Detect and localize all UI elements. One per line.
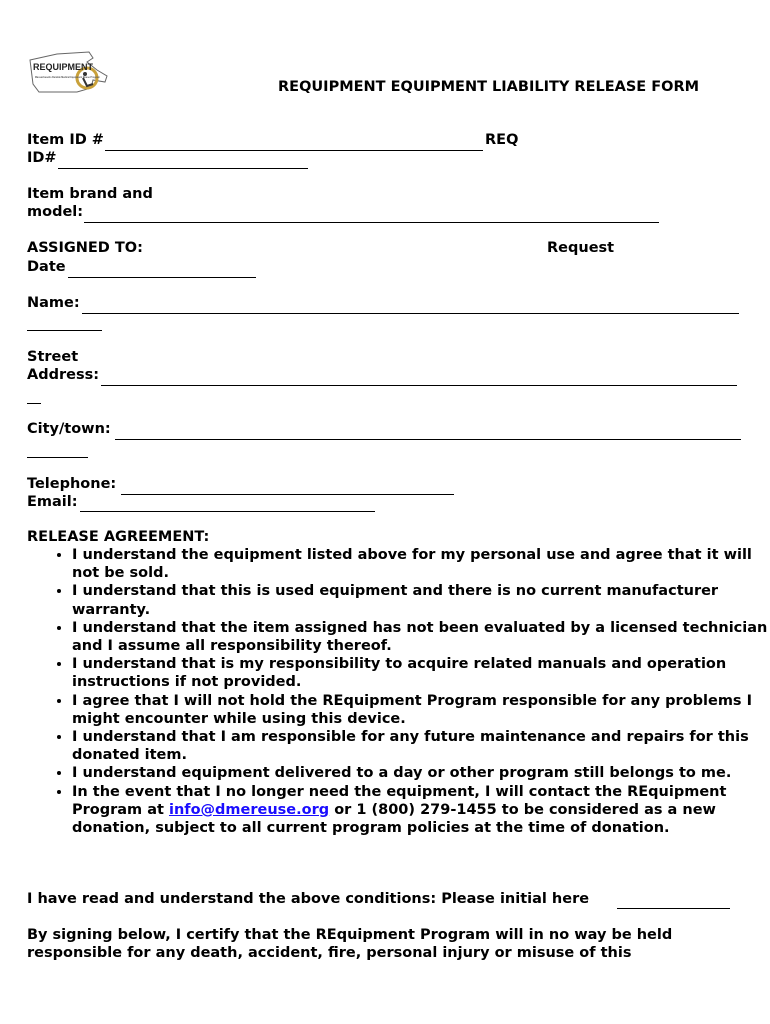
release-item: • I understand equipment delivered to a day or other program still belongs to me. — [72, 764, 770, 782]
city-field[interactable] — [115, 439, 741, 440]
name-field[interactable] — [82, 313, 739, 314]
telephone-label: Telephone: — [27, 476, 117, 492]
item-id-label: Item ID # — [27, 132, 104, 148]
signing-text-line-2: responsible for any death, accident, fire, personal injury or misuse of this — [27, 945, 632, 961]
address-label: Address: — [27, 367, 100, 383]
name-field-continuation — [27, 330, 102, 331]
release-item: • I understand the equipment listed above for my personal use and agree that it will not be sold. — [72, 546, 770, 582]
release-item: • I understand that this is used equipment and there is no current manufacturer warranty. — [72, 582, 770, 618]
logo-text: REQUIPMENT — [33, 62, 94, 72]
req-id-label: ID# — [27, 150, 57, 166]
brand-model-field[interactable] — [84, 222, 659, 223]
telephone-field[interactable] — [121, 494, 454, 495]
release-item — [72, 783, 770, 838]
release-item: • I agree that I will not hold the REquipment Program responsible for any problems I might encounter while using this device. — [72, 692, 770, 728]
release-item: • I understand that is my responsibility to acquire related manuals and operation instructions if not provided. — [72, 655, 770, 691]
name-label: Name: — [27, 295, 80, 311]
requipment-logo — [27, 48, 111, 98]
address-field-continuation — [27, 403, 41, 404]
release-item: • I understand that the item assigned has not been evaluated by a licensed technician and I assume all responsibility thereof. — [72, 619, 770, 655]
email-field[interactable] — [80, 511, 375, 512]
request-date-field[interactable] — [68, 277, 256, 278]
city-field-continuation — [27, 457, 88, 458]
contact-email-link[interactable]: info@dmereuse.org — [168, 801, 330, 818]
initial-field[interactable] — [617, 908, 730, 909]
city-label: City/town: — [27, 421, 111, 437]
req-label: REQ — [485, 132, 519, 148]
assigned-to-label: ASSIGNED TO: — [27, 240, 143, 256]
release-text: or 1 (800) 279-1455 to be considered as a new donation, subject to all current program policies at the time of donation. — [72, 801, 716, 837]
model-label: model: — [27, 204, 84, 220]
date-label: Date — [27, 259, 66, 275]
item-id-field[interactable] — [105, 150, 483, 151]
request-label: Request — [547, 240, 615, 256]
release-heading: RELEASE AGREEMENT: — [27, 529, 210, 545]
signing-text-line-1: By signing below, I certify that the REquipment Program will in no way be held — [27, 927, 673, 943]
release-list — [44, 546, 770, 837]
brand-label: Item brand and — [27, 186, 153, 202]
street-label: Street — [27, 349, 79, 365]
release-text: In the event that I no longer need the equipment, I will contact the REquipment Program at — [72, 783, 727, 818]
req-id-field[interactable] — [58, 168, 308, 169]
email-label: Email: — [27, 494, 78, 510]
initial-statement: I have read and understand the above conditions: Please initial here — [27, 891, 590, 907]
address-field[interactable] — [101, 385, 737, 386]
release-item: • I understand that I am responsible for any future maintenance and repairs for this donated item. — [72, 728, 770, 764]
logo-subtext: Massachusetts Durable Medical Equipment Reuse Program — [35, 77, 100, 79]
form-title: REQUIPMENT EQUIPMENT LIABILITY RELEASE FORM — [278, 79, 700, 95]
